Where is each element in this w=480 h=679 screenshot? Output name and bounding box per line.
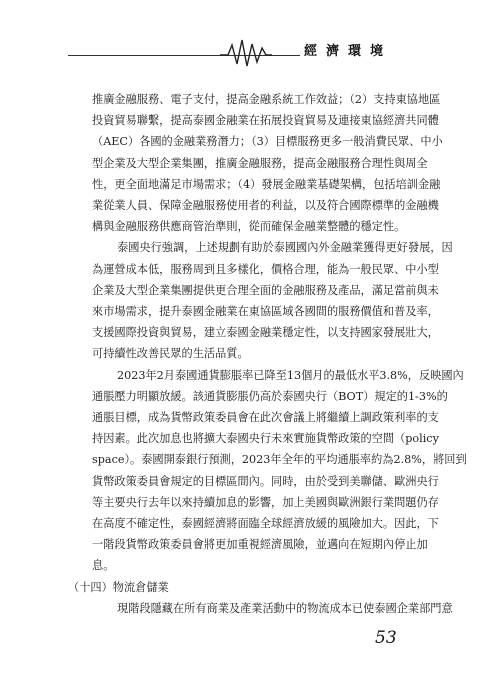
paragraph-line: 息。 <box>92 559 115 573</box>
subsection-heading: （十四）物流倉儲業 <box>68 580 169 594</box>
paragraph-line: 構與金融服務供應商管治準則，從而確保金融業整體的穩定性。 <box>92 220 406 234</box>
paragraph-line: 業從業人員、保障金融服務使用者的利益，以及符合國際標準的金融機 <box>92 199 439 212</box>
page-header <box>0 0 480 70</box>
paragraph-line: 現階段隱藏在所有商業及產業活動中的物流成本已使泰國企業部門意 <box>117 601 453 615</box>
paragraph-line: 等主要央行去年以來持續加息的影響，加上美國與歐洲銀行業問題仍存 <box>92 495 439 509</box>
paragraph-line: 可持續性改善民眾的生活品質。 <box>92 347 249 361</box>
paragraph-line: （AEC）各國的金融業務潛力；（3）目標服務更多一般消費民眾、中小 <box>92 135 443 149</box>
paragraph-line: 2023年2月泰國通貨膨脹率已降至13個月的最低水平3.8%，反映國內 <box>117 368 464 382</box>
section-title: 經濟環境 <box>304 44 393 59</box>
heartbeat-wave <box>220 40 272 66</box>
paragraph-line: 泰國央行強調，上述規劃有助於泰國國內外金融業獲得更好發展，因 <box>117 241 453 255</box>
paragraph-line: 通脹目標，成為貨幣政策委員會在此次會議上將繼續上調政策利率的支 <box>92 411 439 424</box>
paragraph-line: 支援國際投資與貿易，建立泰國金融業穩定性，以支持國家發展壯大， <box>92 326 439 340</box>
paragraph-line: space）。泰國開泰銀行預測，2023年全年的平均通脹率約為2.8%，將回到 <box>92 453 467 467</box>
paragraph-line: 投資貿易聯繫，提高泰國金融業在拓展投資貿易及連接東協經濟共同體 <box>92 114 439 128</box>
paragraph-line: 來市場需求，提升泰國金融業在東協區域各國間的服務價值和普及率， <box>92 305 439 318</box>
paragraph-line: 通脹壓力明顯放緩。該通貨膨脹仍高於泰國央行（BOT）規定的1-3%的 <box>92 389 448 403</box>
paragraph-line: 企業及大型企業集團提供更合理全面的金融服務及產品，滿足當前與未 <box>92 283 439 297</box>
paragraph-line: 一階段貨幣政策委員會將更加重視經濟風險，並邁向在短期內停止加 <box>92 538 428 552</box>
paragraph-line: 在高度不確定性，泰國經濟將面臨全球經濟放緩的風險加大。因此，下 <box>92 517 439 530</box>
paragraph-line: 持因素。此次加息也將擴大泰國央行未來實施貨幣政策的空間（policy <box>92 432 439 446</box>
page-number: 53 <box>375 628 397 648</box>
paragraph-line: 推廣金融服務、電子支付，提高金融系統工作效益；（2）支持東協地區 <box>92 93 441 106</box>
paragraph-line: 為運營成本低，服務周到且多樣化，價格合理，能為一般民眾、中小型 <box>92 262 439 276</box>
paragraph-line: 型企業及大型企業集團，推廣金融服務，提高金融服務合理性與周全 <box>92 156 428 170</box>
paragraph-line: 貨幣政策委員會規定的目標區間內。同時，由於受到美聯儲、歐洲央行 <box>92 474 439 488</box>
paragraph-line: 性，更全面地滿足市場需求；（4）發展金融業基礎架構，包括培訓金融 <box>92 177 441 191</box>
